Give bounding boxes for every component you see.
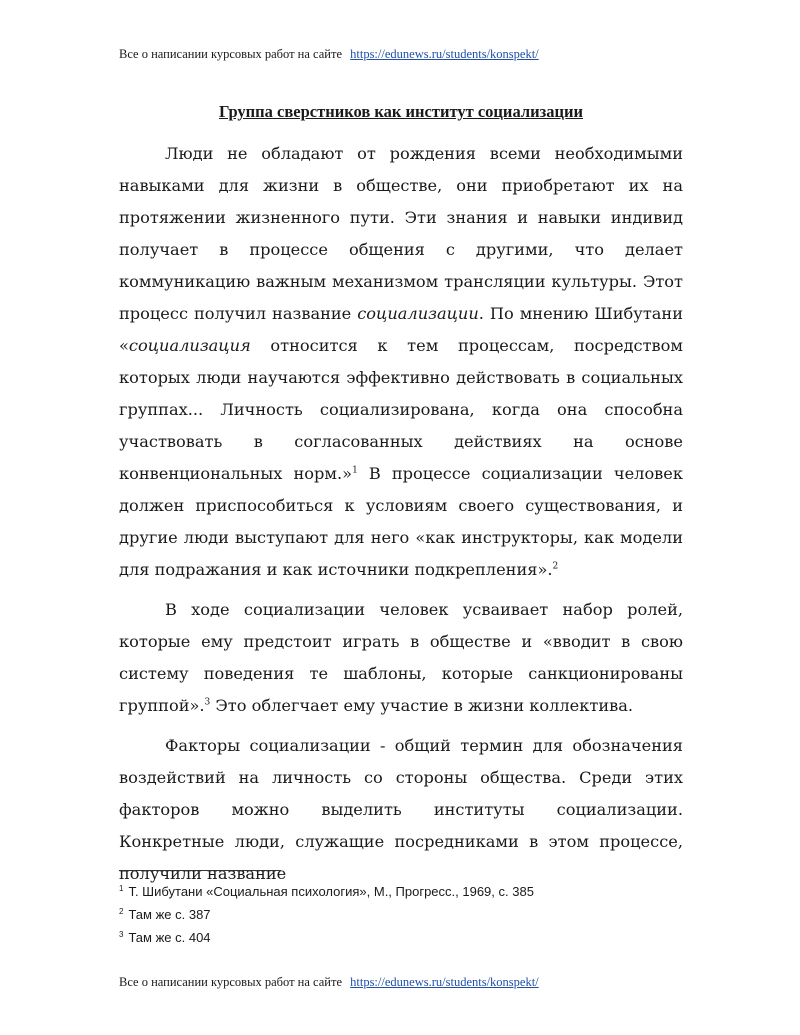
text-run: Факторы социализации - общий термин для обозначения воздействий на личность со стороны общества. Среди этих факторов можно выделить институты социализации. Конкретные люди, служащие посредниками в этом процессе, получили название — [119, 736, 683, 883]
term-socialization-quote: социализация — [128, 336, 251, 355]
footnote-number: 2 — [119, 907, 124, 916]
footnotes — [119, 877, 534, 946]
text-run: Это облегчает ему участие в жизни коллектива. — [210, 696, 634, 715]
document-body — [119, 138, 683, 898]
footnote-text: Там же с. 404 — [128, 930, 211, 945]
header-text: Все о написании курсовых работ на сайте — [119, 47, 342, 61]
footer-text: Все о написании курсовых работ на сайте — [119, 975, 342, 989]
footnote-ref-2[interactable]: 2 — [552, 561, 559, 572]
footnote-text: Там же с. 387 — [128, 907, 211, 922]
term-socialization: социализации — [357, 304, 479, 323]
text-run: Люди не обладают от рождения всеми необходимыми навыками для жизни в обществе, они приобретают их на протяжении жизненного пути. Эти знания и навыки индивид получает в процессе общения с другими, что делает коммуникацию важным механизмом трансляции культуры. Этот процесс получил название — [119, 144, 683, 323]
footnote-1 — [119, 877, 534, 900]
footnote-ref-1[interactable]: 1 — [352, 465, 358, 476]
footnote-2 — [119, 900, 534, 923]
paragraph-2 — [119, 594, 683, 722]
footnote-number: 3 — [119, 930, 124, 939]
page-footer — [119, 975, 539, 990]
text-run: относится к тем процессам, посредством которых люди научаются эффективно действовать в социальных группах... Личность социализирована, когда она способна участвовать в согласованных действиях на основе конвенциональных норм.» — [119, 336, 683, 483]
document-title: Группа сверстников как институт социализации — [219, 102, 583, 121]
footnote-separator — [119, 870, 281, 871]
text-run: . По мнению Шибутани « — [119, 304, 684, 355]
paragraph-1 — [119, 138, 683, 586]
text-run: В процессе социализации человек должен приспособиться к условиям своего существования, и другие люди выступают для него «как инструкторы, как модели для подражания и как источники подкрепления». — [119, 464, 683, 579]
text-run: В ходе социализации человек усваивает набор ролей, которые ему предстоит играть в обществе и «вводит в свою систему поведения те шаблоны, которые санкционированы группой». — [119, 600, 683, 715]
footnote-text: Т. Шибутани «Социальная психология», М., Прогресс., 1969, с. 385 — [128, 884, 534, 899]
footnote-3 — [119, 923, 534, 946]
footnote-ref-3[interactable]: 3 — [204, 697, 211, 708]
paragraph-3 — [119, 730, 683, 890]
footnote-number: 1 — [119, 884, 124, 893]
page-header — [119, 47, 539, 62]
footer-link[interactable]: https://edunews.ru/students/konspekt/ — [350, 975, 539, 989]
header-link[interactable]: https://edunews.ru/students/konspekt/ — [350, 47, 539, 61]
